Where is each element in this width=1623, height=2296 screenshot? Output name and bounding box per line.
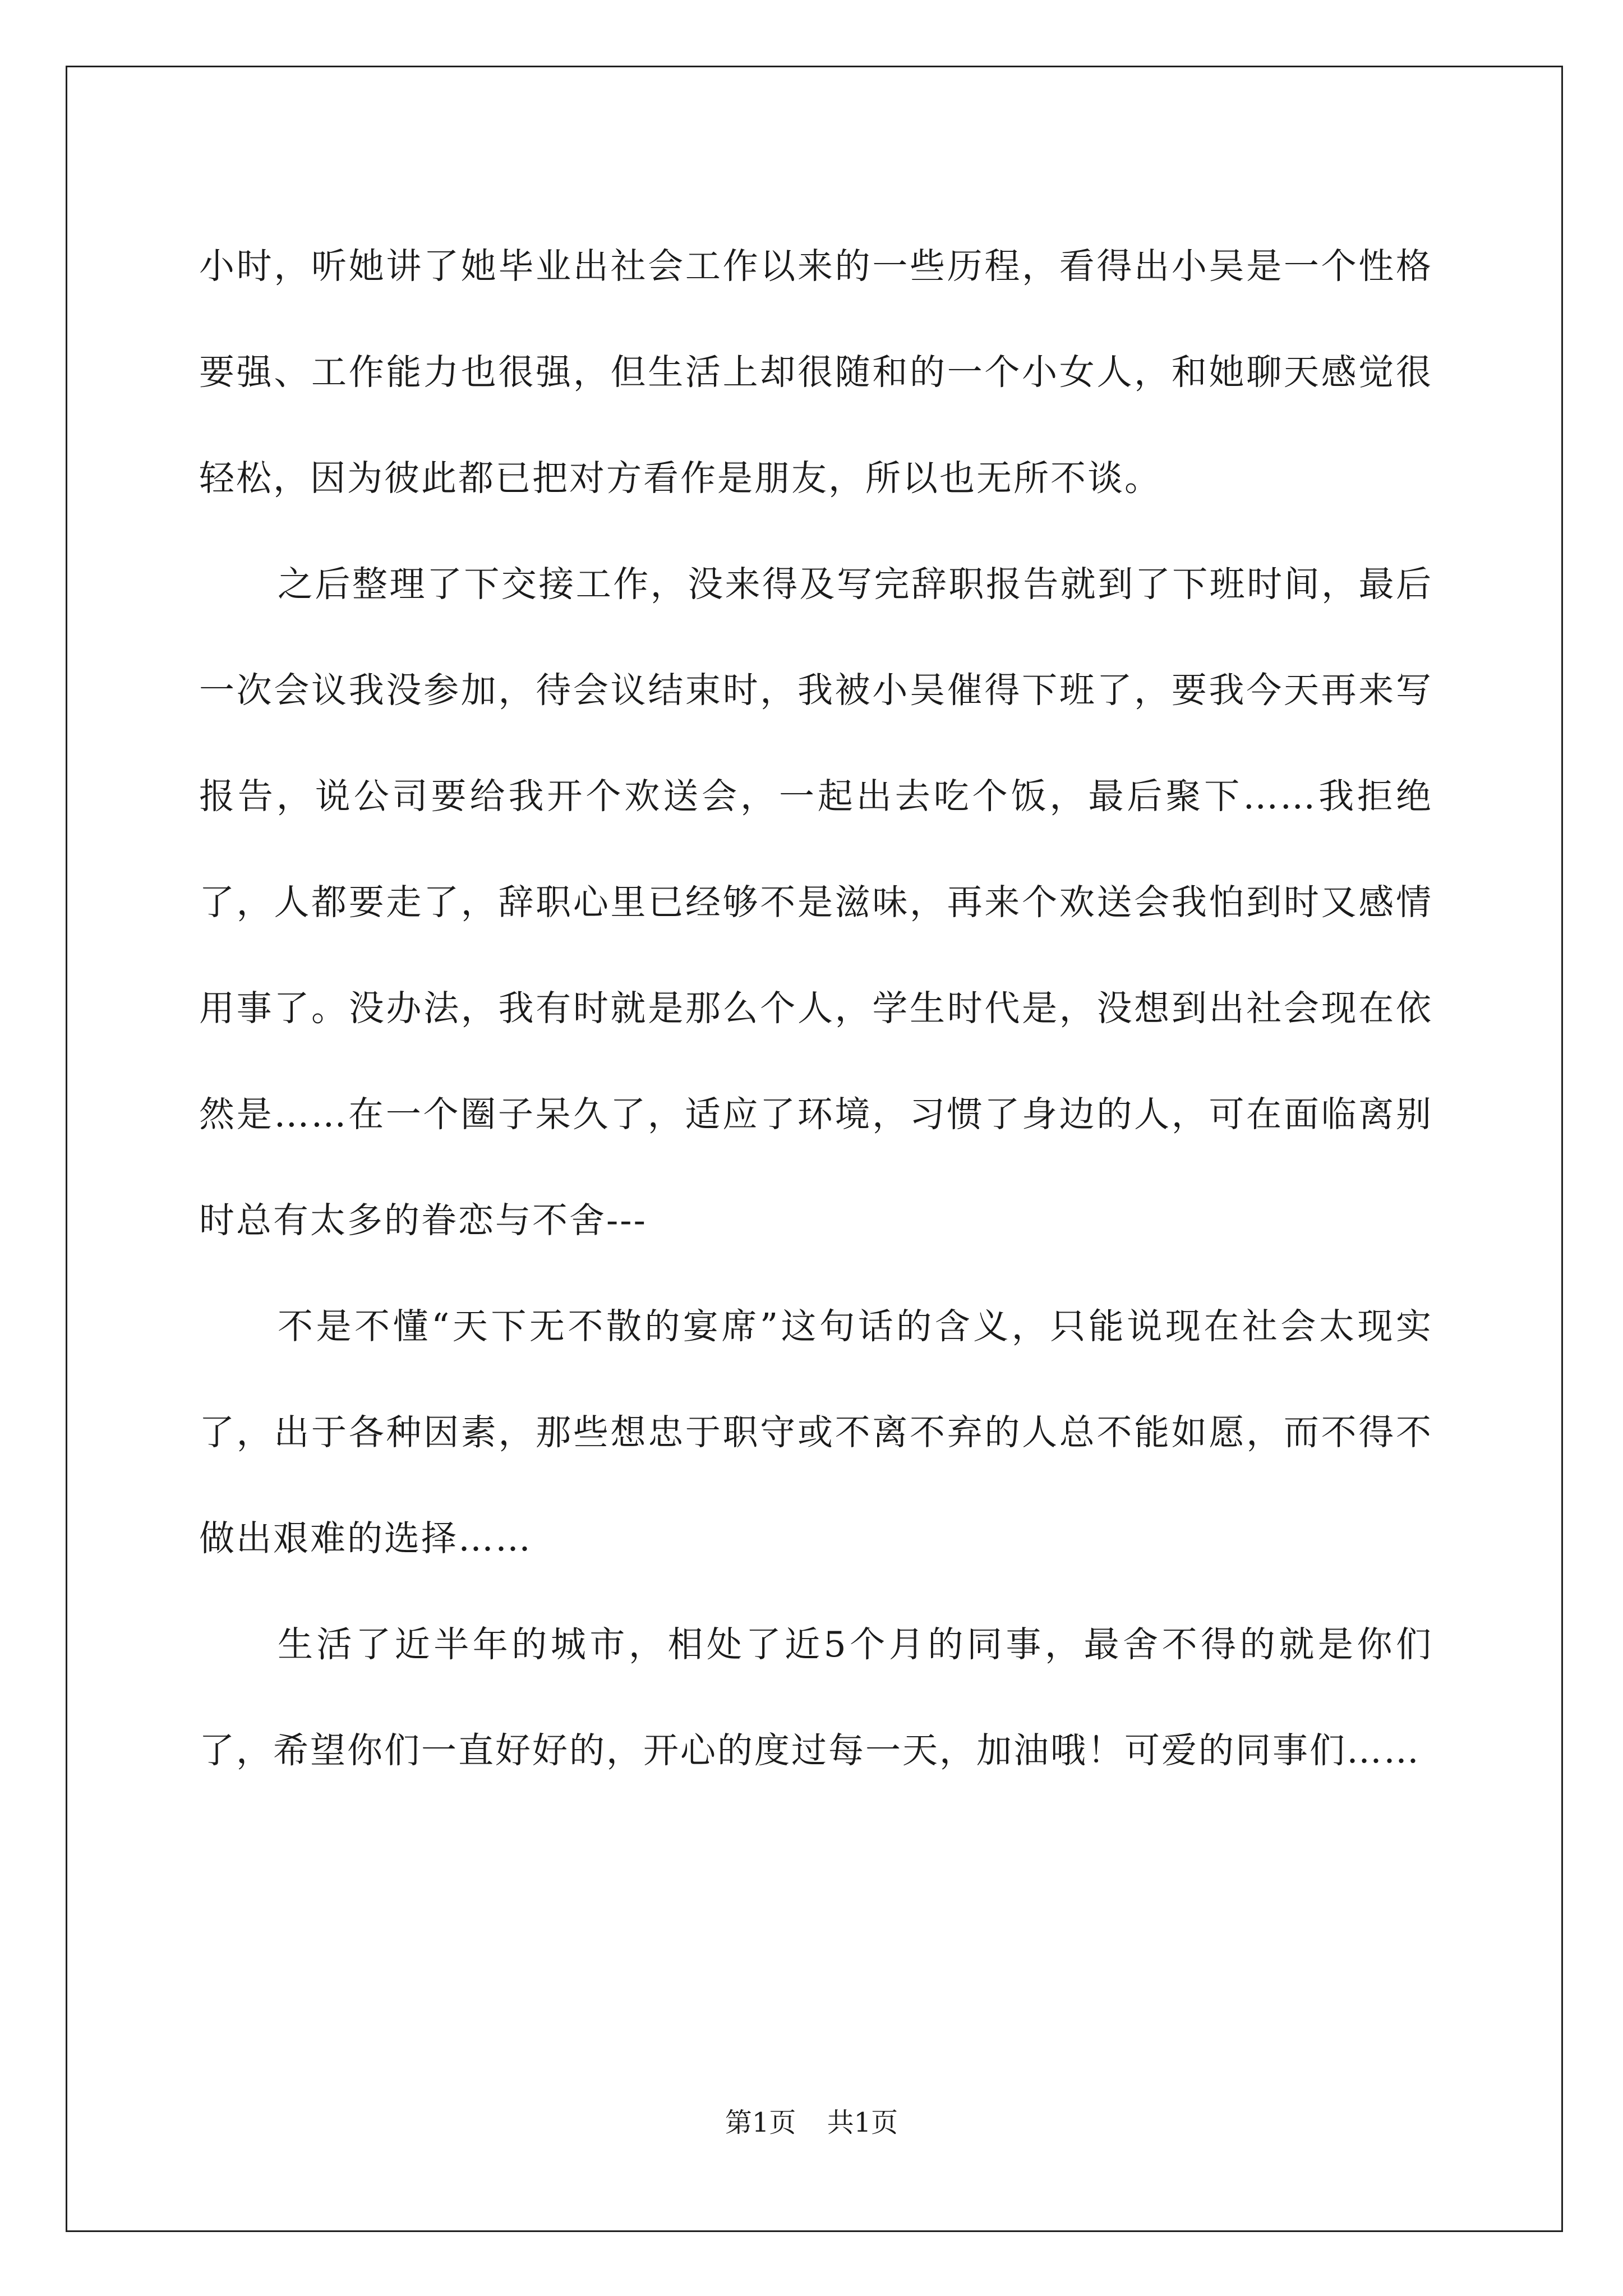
paragraph: 之后整理了下交接工作，没来得及写完辞职报告就到了下班时间，最后一次会议我没参加，待会议结束时，我被小吴催得下班了，要我今天再来写报告，说公司要给我开个欢送会，一起出去吃个饭，最后聚下……我拒绝了，人都要走了，辞职心里已经够不是滋味，再来个欢送会我怕到时又感情用事了。没办法，我有时就是那么个人，学生时代是，没想到出社会现在依然是……在一个圈子呆久了，适应了环境，习惯了身边的人，可在面临离别时总有太多的眷恋与不舍---	[199, 564, 1433, 1241]
paragraph: 小时，听她讲了她毕业出社会工作以来的一些历程，看得出小吴是一个性格要强、工作能力也很强，但生活上却很随和的一个小女人，和她聊天感觉很轻松，因为彼此都已把对方看作是朋友，所以也无所不谈。	[199, 246, 1433, 499]
page-footer	[0, 2101, 1623, 2139]
paragraph: 生活了近半年的城市，相处了近5个月的同事，最舍不得的就是你们了，希望你们一直好好的，开心的度过每一天，加油哦！可爱的同事们……	[199, 1624, 1433, 1771]
page-number: 第1页	[725, 2107, 796, 2138]
page-total: 共1页	[827, 2107, 898, 2138]
paragraph: 不是不懂“天下无不散的宴席”这句话的含义，只能说现在社会太现实了，出于各种因素，那些想忠于职守或不离不弃的人总不能如愿，而不得不做出艰难的选择……	[199, 1306, 1433, 1559]
document-body	[199, 213, 1433, 1803]
